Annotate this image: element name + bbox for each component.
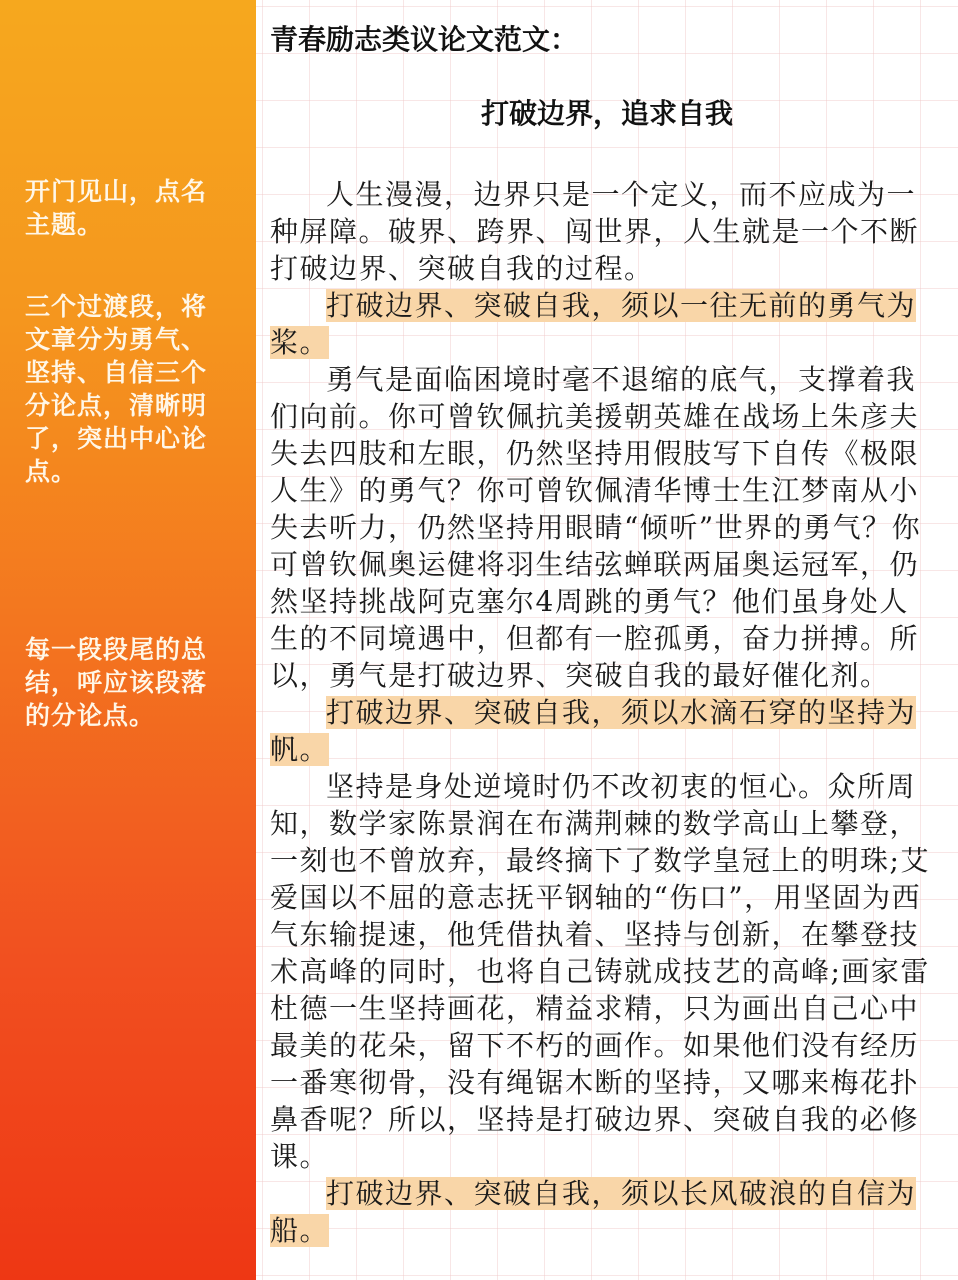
highlighted-sentence: 打破边界、突破自我，须以一往无前的勇气为桨。 — [270, 289, 917, 359]
note-transitions: 三个过渡段，将文章分为勇气、坚持、自信三个分论点，清晰明了，突出中心论点。 — [25, 292, 208, 486]
highlighted-sentence: 打破边界、突破自我，须以长风破浪的自信为船。 — [270, 1177, 917, 1247]
annotation-sidebar — [0, 0, 256, 1280]
paragraph-courage: 勇气是面临困境时毫不退缩的底气，支撑着我们向前。你可曾钦佩抗美援朝英雄在战场上朱彦夫失去四肢和左眼，仍然坚持用假肢写下自传《极限人生》的勇气？你可曾钦佩清华博士生江梦南从小失去听力，仍然坚持用眼睛“倾听”世界的勇气？你可曾钦佩奥运健将羽生结弦蝉联两届奥运冠军，仍然坚持挑战阿克塞尔4周跳的勇气？他们虽身处人生的不同境遇中，但都有一腔孤勇，奋力拼搏。所以，勇气是打破边界、突破自我的最好催化剂。 — [270, 363, 922, 692]
note-paragraph-endings: 每一段段尾的总结，呼应该段落的分论点。 — [25, 635, 208, 730]
essay-body — [270, 176, 938, 1249]
essay-title: 打破边界，追求自我 — [480, 97, 733, 130]
transition-persistence — [270, 694, 938, 768]
document-title: 青春励志类议论文范文： — [270, 23, 579, 56]
transition-confidence — [270, 1175, 938, 1249]
note-opening: 开门见山，点名主题。 — [25, 177, 208, 239]
transition-courage — [270, 287, 938, 361]
paragraph-persistence: 坚持是身处逆境时仍不改初衷的恒心。众所周知，数学家陈景润在布满荆棘的数学高山上攀登，一刻也不曾放弃，最终摘下了数学皇冠上的明珠;艾爱国以不屈的意志抚平钢轴的“伤口”，用坚固为西气东输提速，他凭借执着、坚持与创新，在攀登技术高峰的同时，也将自己铸就成技艺的高峰;画家雷杜德一生坚持画花，精益求精，只为画出自己心中最美的花朵，留下不朽的画作。如果他们没有经历一番寒彻骨，没有绳锯木断的坚持，又哪来梅花扑鼻香呢？所以，坚持是打破边界、突破自我的必修课。 — [270, 770, 930, 1173]
paragraph-intro: 人生漫漫，边界只是一个定义，而不应成为一种屏障。破界、跨界、闯世界，人生就是一个不断打破边界、突破自我的过程。 — [270, 178, 920, 285]
highlighted-sentence: 打破边界、突破自我，须以水滴石穿的坚持为帆。 — [270, 696, 917, 766]
